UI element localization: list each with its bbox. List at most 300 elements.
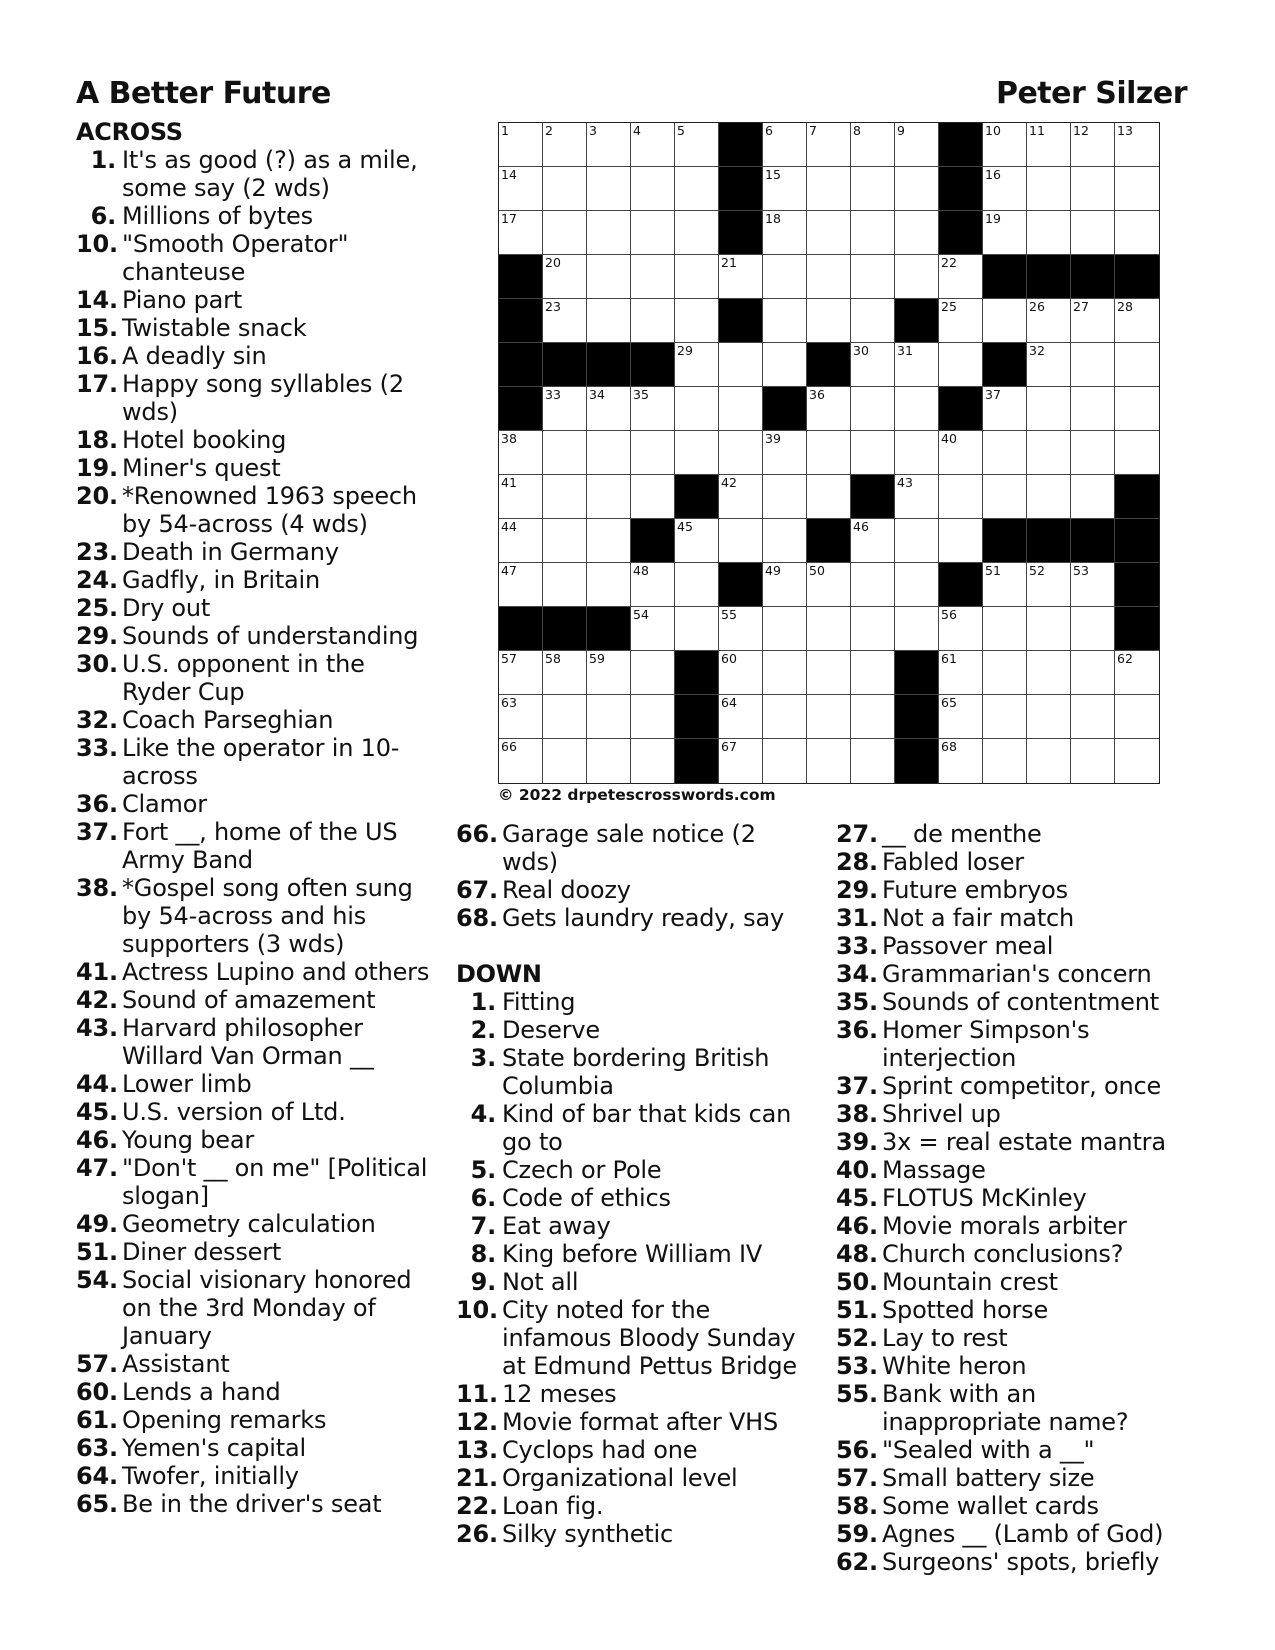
across-clue xyxy=(76,1266,436,1350)
clue-text: King before William IV xyxy=(502,1240,763,1268)
down-clue xyxy=(456,1268,816,1296)
cell-number: 64 xyxy=(721,695,737,710)
clue-number: 33. xyxy=(836,932,878,960)
grid-cell[interactable] xyxy=(763,211,807,255)
grid-cell[interactable] xyxy=(631,255,675,299)
grid-cell[interactable] xyxy=(1071,607,1115,651)
down-clue xyxy=(836,1016,1176,1072)
clue-text: Surgeons' spots, briefly xyxy=(882,1548,1160,1576)
grid-cell[interactable] xyxy=(543,563,587,607)
grid-cell[interactable] xyxy=(895,211,939,255)
clue-number: 45. xyxy=(76,1098,118,1126)
grid-cell[interactable] xyxy=(763,343,807,387)
clue-number: 11. xyxy=(456,1380,498,1408)
grid-cell[interactable] xyxy=(1071,651,1115,695)
grid-cell[interactable] xyxy=(807,167,851,211)
down-clue xyxy=(836,1156,1176,1184)
clue-number: 18. xyxy=(76,426,118,454)
clue-text: Twistable snack xyxy=(122,314,307,342)
grid-cell[interactable] xyxy=(1027,343,1071,387)
grid-cell[interactable] xyxy=(499,519,543,563)
grid-cell[interactable] xyxy=(851,299,895,343)
grid-cell[interactable] xyxy=(719,387,763,431)
grid-cell[interactable] xyxy=(1115,387,1159,431)
grid-cell[interactable] xyxy=(1071,211,1115,255)
clue-number: 24. xyxy=(76,566,118,594)
black-square xyxy=(939,211,983,255)
grid-cell[interactable] xyxy=(851,695,895,739)
clue-text: Loan fig. xyxy=(502,1492,604,1520)
clue-text: Movie morals arbiter xyxy=(882,1212,1127,1240)
across-clue xyxy=(76,986,436,1014)
down-clue xyxy=(456,1044,816,1100)
grid-cell[interactable] xyxy=(851,651,895,695)
down-clue xyxy=(836,1184,1176,1212)
grid-cell[interactable] xyxy=(895,343,939,387)
grid-cell[interactable] xyxy=(675,387,719,431)
grid-cell[interactable] xyxy=(939,651,983,695)
clue-text: Millions of bytes xyxy=(122,202,313,230)
grid-cell[interactable] xyxy=(763,475,807,519)
clue-text: Some wallet cards xyxy=(882,1492,1099,1520)
clue-number: 29. xyxy=(836,876,878,904)
grid-cell[interactable] xyxy=(763,255,807,299)
grid-cell[interactable] xyxy=(587,739,631,783)
grid-cell[interactable] xyxy=(675,167,719,211)
grid-cell[interactable] xyxy=(939,475,983,519)
grid-cell[interactable] xyxy=(895,123,939,167)
grid-cell[interactable] xyxy=(675,431,719,475)
clue-text: Yemen's capital xyxy=(122,1434,306,1462)
grid-cell[interactable] xyxy=(1027,739,1071,783)
black-square xyxy=(807,519,851,563)
grid-cell[interactable] xyxy=(499,431,543,475)
grid-cell[interactable] xyxy=(1071,739,1115,783)
grid-cell[interactable] xyxy=(499,695,543,739)
black-square xyxy=(631,519,675,563)
grid-cell[interactable] xyxy=(939,695,983,739)
down-clue xyxy=(456,1408,816,1436)
clue-number: 21. xyxy=(456,1464,498,1492)
grid-cell[interactable] xyxy=(631,299,675,343)
grid-cell[interactable] xyxy=(851,211,895,255)
across-clue xyxy=(76,370,436,426)
grid-cell[interactable] xyxy=(499,167,543,211)
black-square xyxy=(675,739,719,783)
grid-cell[interactable] xyxy=(807,123,851,167)
grid-cell[interactable] xyxy=(543,695,587,739)
grid-cell[interactable] xyxy=(587,299,631,343)
across-clue xyxy=(76,1014,436,1070)
grid-cell[interactable] xyxy=(675,299,719,343)
grid-cell[interactable] xyxy=(719,475,763,519)
across-clue xyxy=(76,1098,436,1126)
grid-cell[interactable] xyxy=(1027,475,1071,519)
grid-cell[interactable] xyxy=(1115,431,1159,475)
grid-cell[interactable] xyxy=(807,607,851,651)
grid-cell[interactable] xyxy=(763,123,807,167)
clue-number: 60. xyxy=(76,1378,118,1406)
black-square xyxy=(939,563,983,607)
grid-cell[interactable] xyxy=(807,387,851,431)
grid-cell[interactable] xyxy=(675,255,719,299)
grid-cell[interactable] xyxy=(1115,651,1159,695)
grid-cell[interactable] xyxy=(631,607,675,651)
clue-text: Assistant xyxy=(122,1350,230,1378)
grid-cell[interactable] xyxy=(763,607,807,651)
clue-number: 10. xyxy=(76,230,118,258)
grid-cell[interactable] xyxy=(1027,167,1071,211)
clue-number: 44. xyxy=(76,1070,118,1098)
grid-cell[interactable] xyxy=(895,475,939,519)
grid-cell[interactable] xyxy=(587,651,631,695)
grid-cell[interactable] xyxy=(631,211,675,255)
down-clue xyxy=(836,1100,1176,1128)
grid-cell[interactable] xyxy=(939,607,983,651)
grid-cell[interactable] xyxy=(543,475,587,519)
grid-cell[interactable] xyxy=(543,255,587,299)
down-clue xyxy=(836,1352,1176,1380)
grid-cell[interactable] xyxy=(851,519,895,563)
down-clue xyxy=(836,1296,1176,1324)
clue-number: 58. xyxy=(836,1492,878,1520)
grid-cell[interactable] xyxy=(895,563,939,607)
black-square xyxy=(983,519,1027,563)
grid-cell[interactable] xyxy=(631,387,675,431)
grid-cell[interactable] xyxy=(983,211,1027,255)
grid-cell[interactable] xyxy=(939,431,983,475)
grid-cell[interactable] xyxy=(983,299,1027,343)
grid-cell[interactable] xyxy=(895,167,939,211)
grid-cell[interactable] xyxy=(675,607,719,651)
grid-cell[interactable] xyxy=(719,519,763,563)
grid-cell[interactable] xyxy=(1115,343,1159,387)
grid-cell[interactable] xyxy=(1027,299,1071,343)
clue-number: 29. xyxy=(76,622,118,650)
grid-cell[interactable] xyxy=(851,563,895,607)
across-clue xyxy=(76,1406,436,1434)
down-clue xyxy=(836,1072,1176,1100)
grid-cell[interactable] xyxy=(543,651,587,695)
clue-text: Harvard philosopher Willard Van Orman __ xyxy=(122,1014,374,1070)
across-clue xyxy=(76,426,436,454)
down-clue xyxy=(836,1240,1176,1268)
clue-number: 50. xyxy=(836,1268,878,1296)
grid-cell[interactable] xyxy=(807,475,851,519)
grid-cell[interactable] xyxy=(543,387,587,431)
grid-cell[interactable] xyxy=(895,387,939,431)
grid-cell[interactable] xyxy=(983,563,1027,607)
grid-cell[interactable] xyxy=(587,211,631,255)
grid-cell[interactable] xyxy=(939,343,983,387)
grid-cell[interactable] xyxy=(675,211,719,255)
cell-number: 37 xyxy=(985,387,1001,402)
black-square xyxy=(719,167,763,211)
grid-cell[interactable] xyxy=(763,695,807,739)
clue-number: 57. xyxy=(76,1350,118,1378)
grid-cell[interactable] xyxy=(543,299,587,343)
cell-number: 49 xyxy=(765,563,781,578)
grid-cell[interactable] xyxy=(587,695,631,739)
clue-text: Organizational level xyxy=(502,1464,738,1492)
grid-cell[interactable] xyxy=(499,123,543,167)
grid-cell[interactable] xyxy=(807,739,851,783)
grid-cell[interactable] xyxy=(719,255,763,299)
cell-number: 56 xyxy=(941,607,957,622)
grid-cell[interactable] xyxy=(719,695,763,739)
grid-cell[interactable] xyxy=(1115,123,1159,167)
grid-cell[interactable] xyxy=(1027,123,1071,167)
grid-cell[interactable] xyxy=(807,299,851,343)
grid-cell[interactable] xyxy=(763,739,807,783)
cell-number: 23 xyxy=(545,299,561,314)
grid-cell[interactable] xyxy=(1071,299,1115,343)
grid-cell[interactable] xyxy=(675,563,719,607)
grid-cell[interactable] xyxy=(631,563,675,607)
grid-cell[interactable] xyxy=(983,739,1027,783)
black-square xyxy=(983,255,1027,299)
grid-cell[interactable] xyxy=(983,651,1027,695)
clue-number: 1. xyxy=(470,988,496,1016)
grid-cell[interactable] xyxy=(675,343,719,387)
grid-cell[interactable] xyxy=(763,563,807,607)
grid-cell[interactable] xyxy=(1115,739,1159,783)
black-square xyxy=(895,651,939,695)
clue-text: A deadly sin xyxy=(122,342,267,370)
grid-cell[interactable] xyxy=(587,563,631,607)
down-clue xyxy=(836,1548,1176,1576)
grid-cell[interactable] xyxy=(1027,211,1071,255)
clue-number: 8. xyxy=(470,1240,496,1268)
clue-text: White heron xyxy=(882,1352,1027,1380)
grid-cell[interactable] xyxy=(895,431,939,475)
grid-cell[interactable] xyxy=(719,343,763,387)
across-clue xyxy=(456,876,816,904)
cell-number: 14 xyxy=(501,167,517,182)
grid-cell[interactable] xyxy=(1115,211,1159,255)
black-square xyxy=(895,695,939,739)
grid-cell[interactable] xyxy=(1115,695,1159,739)
grid-cell[interactable] xyxy=(763,167,807,211)
cell-number: 34 xyxy=(589,387,605,402)
grid-cell[interactable] xyxy=(851,387,895,431)
clue-number: 51. xyxy=(836,1296,878,1324)
grid-cell[interactable] xyxy=(719,431,763,475)
clue-text: Lower limb xyxy=(122,1070,252,1098)
grid-cell[interactable] xyxy=(807,695,851,739)
grid-cell[interactable] xyxy=(807,431,851,475)
grid-cell[interactable] xyxy=(499,211,543,255)
grid-cell[interactable] xyxy=(983,695,1027,739)
grid-cell[interactable] xyxy=(587,519,631,563)
grid-cell[interactable] xyxy=(851,167,895,211)
clue-text: Sounds of understanding xyxy=(122,622,419,650)
grid-cell[interactable] xyxy=(807,211,851,255)
grid-cell[interactable] xyxy=(543,519,587,563)
cell-number: 2 xyxy=(545,123,553,138)
grid-cell[interactable] xyxy=(1071,387,1115,431)
grid-cell[interactable] xyxy=(895,607,939,651)
grid-cell[interactable] xyxy=(939,519,983,563)
clue-text: Fabled loser xyxy=(882,848,1024,876)
cell-number: 65 xyxy=(941,695,957,710)
clue-text: Fitting xyxy=(502,988,576,1016)
grid-cell[interactable] xyxy=(983,387,1027,431)
grid-cell[interactable] xyxy=(807,651,851,695)
grid-cell[interactable] xyxy=(587,387,631,431)
grid-cell[interactable] xyxy=(631,123,675,167)
grid-cell[interactable] xyxy=(1071,343,1115,387)
black-square xyxy=(719,211,763,255)
grid-cell[interactable] xyxy=(1071,431,1115,475)
clue-text: Piano part xyxy=(122,286,243,314)
clue-text: "Sealed with a __" xyxy=(882,1436,1095,1464)
clue-number: 37. xyxy=(836,1072,878,1100)
cell-number: 19 xyxy=(985,211,1001,226)
grid-cell[interactable] xyxy=(499,651,543,695)
grid-cell[interactable] xyxy=(587,167,631,211)
grid-cell[interactable] xyxy=(983,475,1027,519)
grid-cell[interactable] xyxy=(1027,651,1071,695)
black-square xyxy=(983,343,1027,387)
grid-cell[interactable] xyxy=(631,475,675,519)
grid-cell[interactable] xyxy=(499,475,543,519)
grid-cell[interactable] xyxy=(1115,299,1159,343)
grid-cell[interactable] xyxy=(543,431,587,475)
across-clue xyxy=(76,454,436,482)
clue-text: Silky synthetic xyxy=(502,1520,674,1548)
clue-number: 6. xyxy=(90,202,116,230)
grid-cell[interactable] xyxy=(851,431,895,475)
grid-cell[interactable] xyxy=(675,519,719,563)
clue-text: Lay to rest xyxy=(882,1324,1008,1352)
black-square xyxy=(1115,475,1159,519)
clue-number: 53. xyxy=(836,1352,878,1380)
grid-cell[interactable] xyxy=(543,167,587,211)
grid-cell[interactable] xyxy=(1071,123,1115,167)
grid-cell[interactable] xyxy=(587,123,631,167)
grid-cell[interactable] xyxy=(1071,167,1115,211)
clue-number: 36. xyxy=(836,1016,878,1044)
cell-number: 35 xyxy=(633,387,649,402)
clue-number: 7. xyxy=(470,1212,496,1240)
clue-text: Agnes __ (Lamb of God) xyxy=(882,1520,1164,1548)
cell-number: 66 xyxy=(501,739,517,754)
cell-number: 6 xyxy=(765,123,773,138)
cell-number: 9 xyxy=(897,123,905,138)
clue-text: "Don't __ on me" [Political slogan] xyxy=(122,1154,428,1210)
across-clue xyxy=(76,1434,436,1462)
down-clue xyxy=(836,876,1176,904)
grid-cell[interactable] xyxy=(499,739,543,783)
black-square xyxy=(499,255,543,299)
across-clue xyxy=(76,1378,436,1406)
grid-cell[interactable] xyxy=(763,299,807,343)
down-clue xyxy=(836,1520,1176,1548)
grid-cell[interactable] xyxy=(851,607,895,651)
black-square xyxy=(499,343,543,387)
grid-cell[interactable] xyxy=(807,255,851,299)
grid-cell[interactable] xyxy=(587,431,631,475)
grid-cell[interactable] xyxy=(895,255,939,299)
grid-cell[interactable] xyxy=(719,607,763,651)
grid-cell[interactable] xyxy=(939,299,983,343)
grid-cell[interactable] xyxy=(631,167,675,211)
grid-cell[interactable] xyxy=(675,123,719,167)
black-square xyxy=(543,343,587,387)
cell-number: 52 xyxy=(1029,563,1045,578)
grid-cell[interactable] xyxy=(807,563,851,607)
grid-cell[interactable] xyxy=(763,519,807,563)
down-clue xyxy=(456,1240,816,1268)
clue-text: Real doozy xyxy=(502,876,631,904)
grid-cell[interactable] xyxy=(543,739,587,783)
grid-cell[interactable] xyxy=(851,255,895,299)
black-square xyxy=(939,123,983,167)
grid-cell[interactable] xyxy=(499,563,543,607)
grid-cell[interactable] xyxy=(1027,387,1071,431)
grid-cell[interactable] xyxy=(851,123,895,167)
grid-cell[interactable] xyxy=(983,123,1027,167)
grid-cell[interactable] xyxy=(851,343,895,387)
across-clue xyxy=(76,734,436,790)
grid-cell[interactable] xyxy=(851,739,895,783)
grid-cell[interactable] xyxy=(631,431,675,475)
across-clue xyxy=(76,1126,436,1154)
grid-cell[interactable] xyxy=(939,255,983,299)
clue-text: 3x = real estate mantra xyxy=(882,1128,1166,1156)
clue-text: Movie format after VHS xyxy=(502,1408,779,1436)
clue-text: Not all xyxy=(502,1268,579,1296)
grid-cell[interactable] xyxy=(1027,607,1071,651)
across-clue xyxy=(76,566,436,594)
clue-number: 65. xyxy=(76,1490,118,1518)
grid-cell[interactable] xyxy=(1071,563,1115,607)
grid-cell[interactable] xyxy=(1027,563,1071,607)
grid-cell[interactable] xyxy=(1115,167,1159,211)
grid-cell[interactable] xyxy=(983,607,1027,651)
cell-number: 61 xyxy=(941,651,957,666)
grid-cell[interactable] xyxy=(983,167,1027,211)
puzzle-author: Peter Silzer xyxy=(995,76,1187,111)
grid-cell[interactable] xyxy=(1071,695,1115,739)
clue-number: 43. xyxy=(76,1014,118,1042)
across-clue-list xyxy=(76,146,436,1518)
grid-cell[interactable] xyxy=(587,475,631,519)
grid-cell[interactable] xyxy=(543,211,587,255)
grid-cell[interactable] xyxy=(719,739,763,783)
grid-cell[interactable] xyxy=(543,123,587,167)
grid-cell[interactable] xyxy=(1027,431,1071,475)
grid-cell[interactable] xyxy=(631,739,675,783)
grid-cell[interactable] xyxy=(719,651,763,695)
grid-cell[interactable] xyxy=(587,255,631,299)
clue-number: 52. xyxy=(836,1324,878,1352)
grid-cell[interactable] xyxy=(1027,695,1071,739)
grid-cell[interactable] xyxy=(631,695,675,739)
grid-cell[interactable] xyxy=(631,651,675,695)
grid-cell[interactable] xyxy=(983,431,1027,475)
grid-cell[interactable] xyxy=(763,431,807,475)
grid-cell[interactable] xyxy=(939,739,983,783)
clue-text: Happy song syllables (2 wds) xyxy=(122,370,404,426)
clue-number: 36. xyxy=(76,790,118,818)
grid-cell[interactable] xyxy=(763,651,807,695)
clue-number: 10. xyxy=(456,1296,498,1324)
down-clue xyxy=(836,1212,1176,1240)
grid-cell[interactable] xyxy=(895,519,939,563)
grid-cell[interactable] xyxy=(1071,475,1115,519)
